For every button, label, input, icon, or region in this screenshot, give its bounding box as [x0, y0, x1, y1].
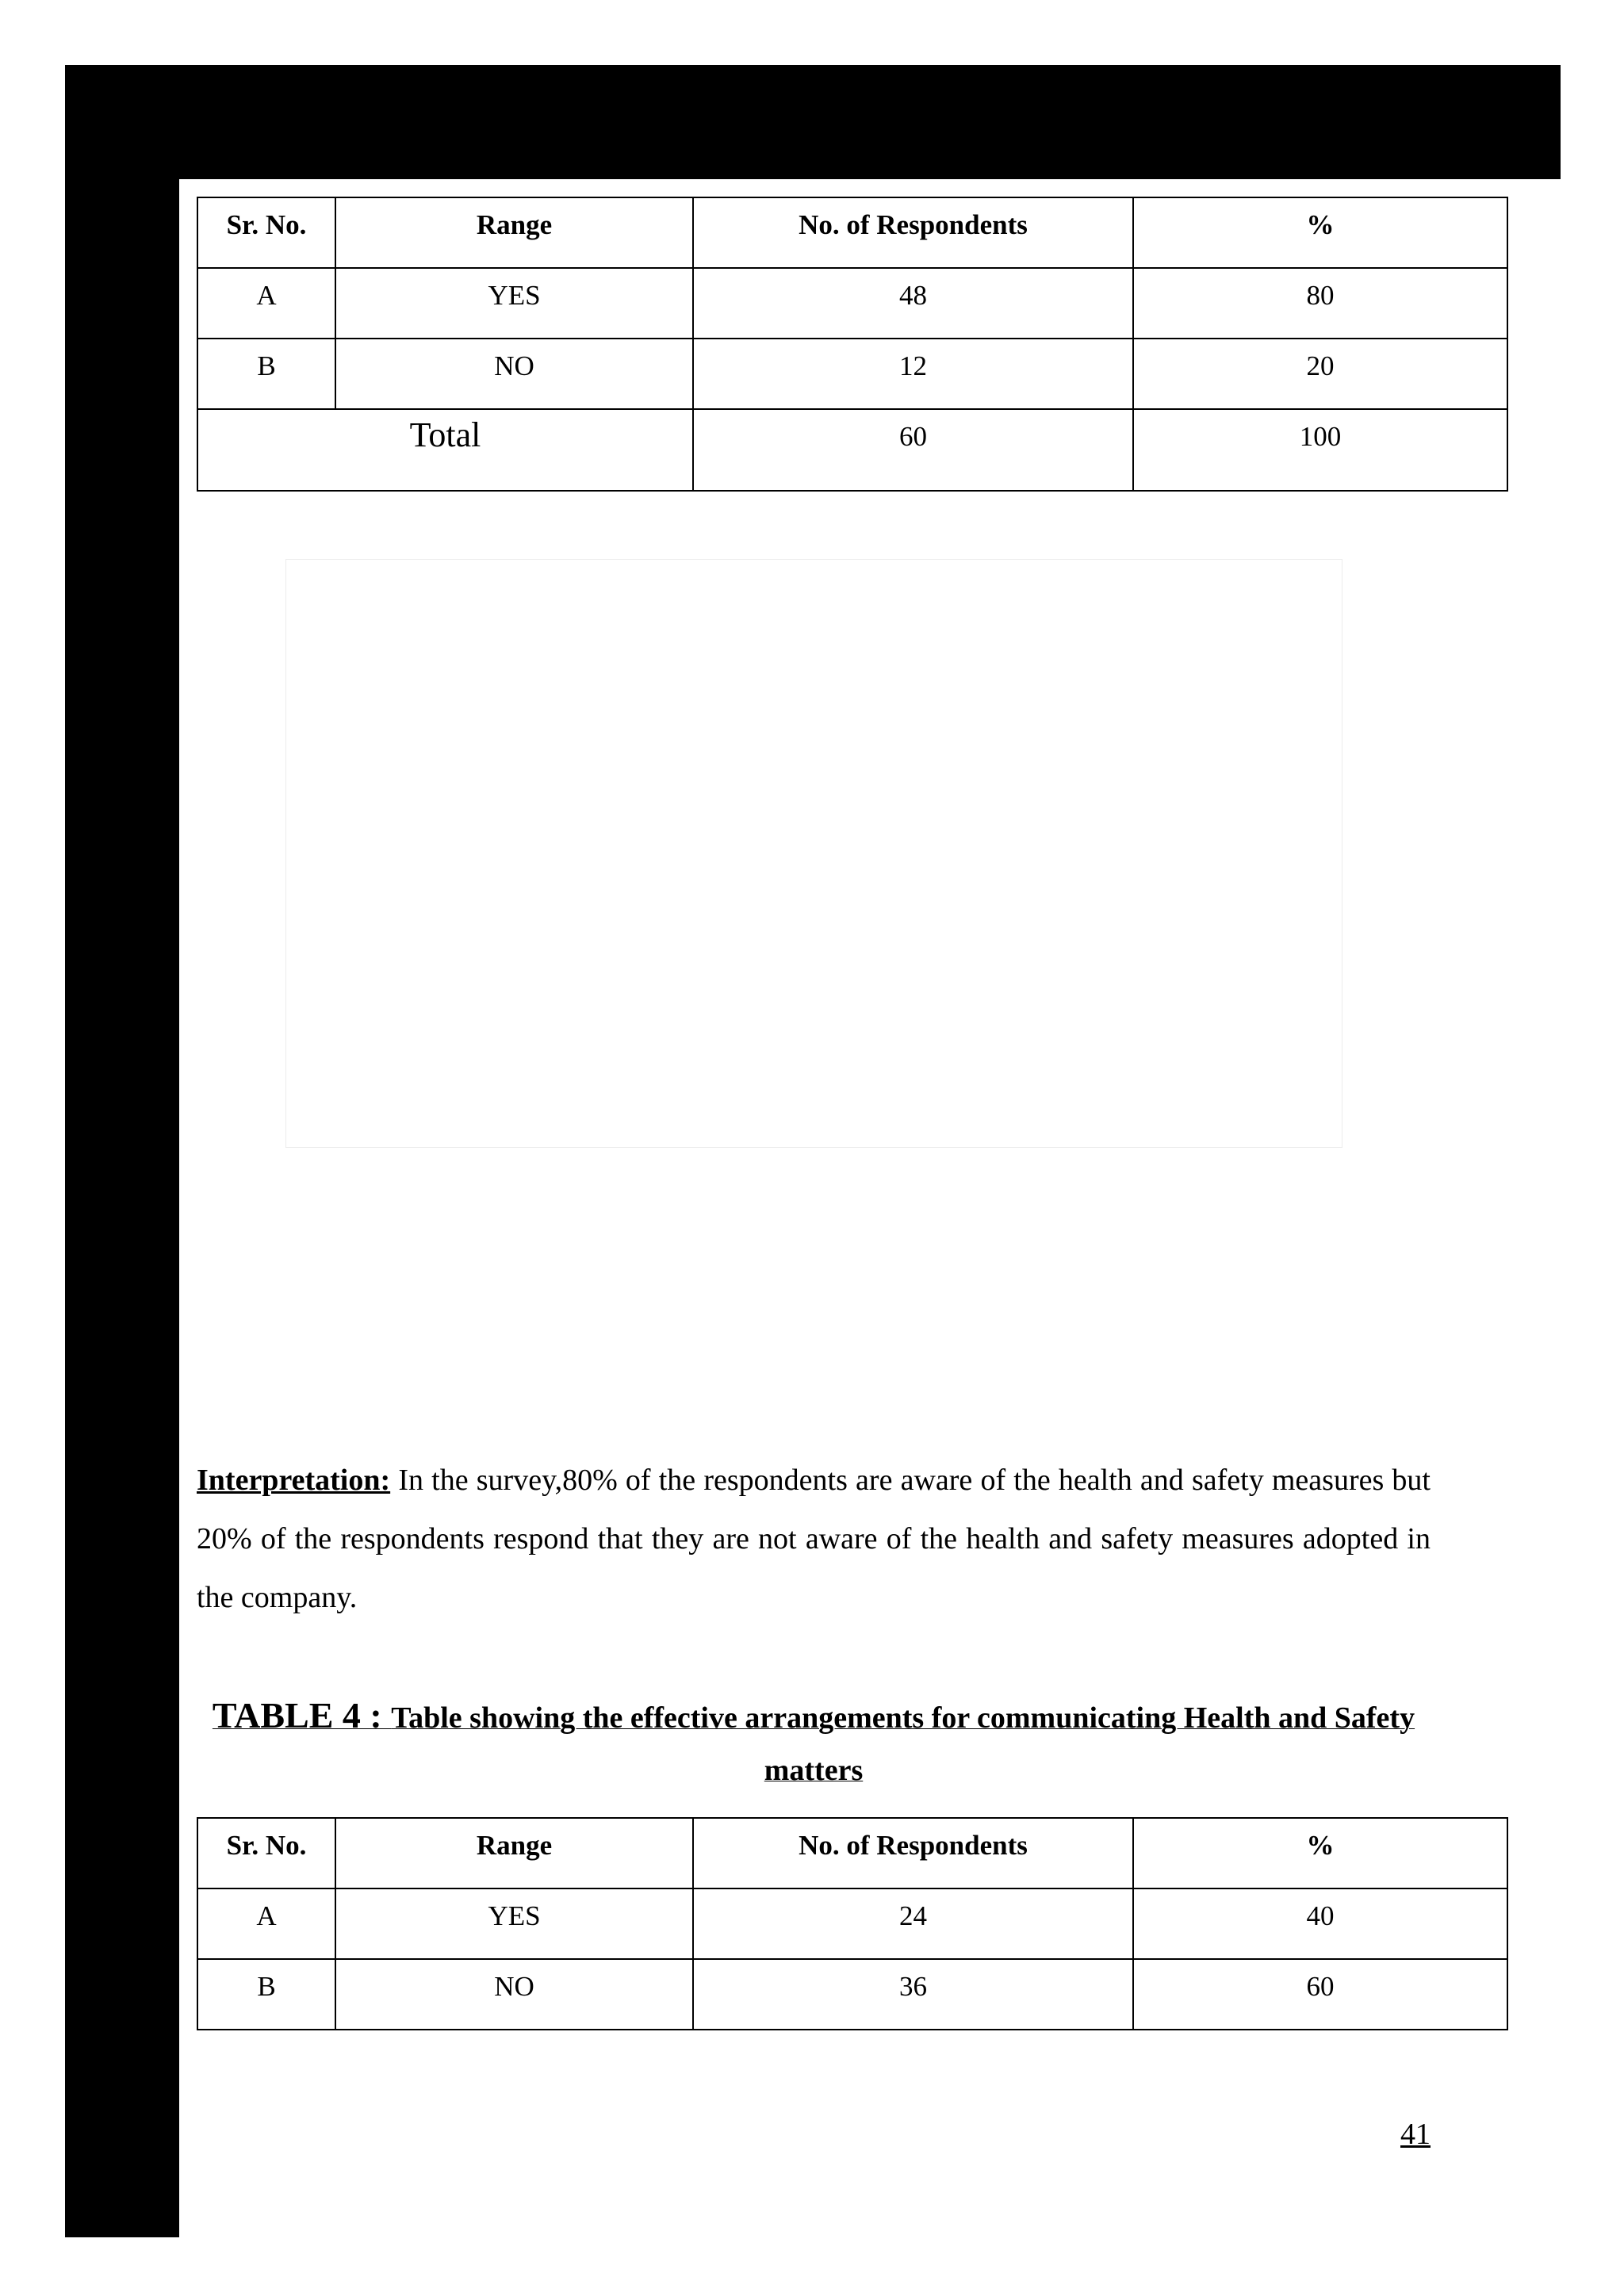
header-percent: % — [1133, 197, 1507, 268]
table-4-caption: Table showing the effective arrangements for communicating Health and Safety matters — [391, 1701, 1415, 1787]
cell-sr-no: B — [197, 339, 335, 409]
communication-arrangements-table — [197, 1817, 1508, 2030]
interpretation-label: Interpretation: — [197, 1464, 391, 1497]
total-label: Total — [197, 409, 693, 491]
header-sr-no: Sr. No. — [197, 1818, 335, 1888]
cell-respondents: 48 — [693, 268, 1133, 339]
header-percent: % — [1133, 1818, 1507, 1888]
table-row — [197, 339, 1507, 409]
header-respondents: No. of Respondents — [693, 1818, 1133, 1888]
table-4-heading — [197, 1693, 1431, 1800]
cell-range: NO — [335, 339, 693, 409]
cell-respondents: 36 — [693, 1959, 1133, 2030]
header-sr-no: Sr. No. — [197, 197, 335, 268]
table-row — [197, 268, 1507, 339]
cell-percent: 80 — [1133, 268, 1507, 339]
table-total-row — [197, 409, 1507, 491]
cell-sr-no: A — [197, 1888, 335, 1959]
table-row — [197, 1888, 1507, 1959]
header-range: Range — [335, 1818, 693, 1888]
header-range: Range — [335, 197, 693, 268]
interpretation-text: In the survey,80% of the respondents are aware of the health and safety measures but 20% of the respondents respond that they are not aware of the health and safety measures adopted in the company. — [197, 1464, 1431, 1614]
interpretation-paragraph — [197, 1451, 1431, 1627]
cell-range: YES — [335, 268, 693, 339]
cell-respondents: 24 — [693, 1888, 1133, 1959]
chart-placeholder — [285, 559, 1342, 1148]
table-header-row — [197, 197, 1507, 268]
awareness-table — [197, 197, 1508, 492]
cell-percent: 40 — [1133, 1888, 1507, 1959]
cell-respondents: 12 — [693, 339, 1133, 409]
table-4-number: TABLE 4 : — [212, 1695, 392, 1735]
table-header-row — [197, 1818, 1507, 1888]
page-number: 41 — [1400, 2118, 1431, 2151]
header-respondents: No. of Respondents — [693, 197, 1133, 268]
total-percent: 100 — [1133, 409, 1507, 491]
cell-percent: 20 — [1133, 339, 1507, 409]
cell-range: NO — [335, 1959, 693, 2030]
cell-percent: 60 — [1133, 1959, 1507, 2030]
cell-range: YES — [335, 1888, 693, 1959]
cell-sr-no: A — [197, 268, 335, 339]
table-row — [197, 1959, 1507, 2030]
cell-sr-no: B — [197, 1959, 335, 2030]
total-respondents: 60 — [693, 409, 1133, 491]
